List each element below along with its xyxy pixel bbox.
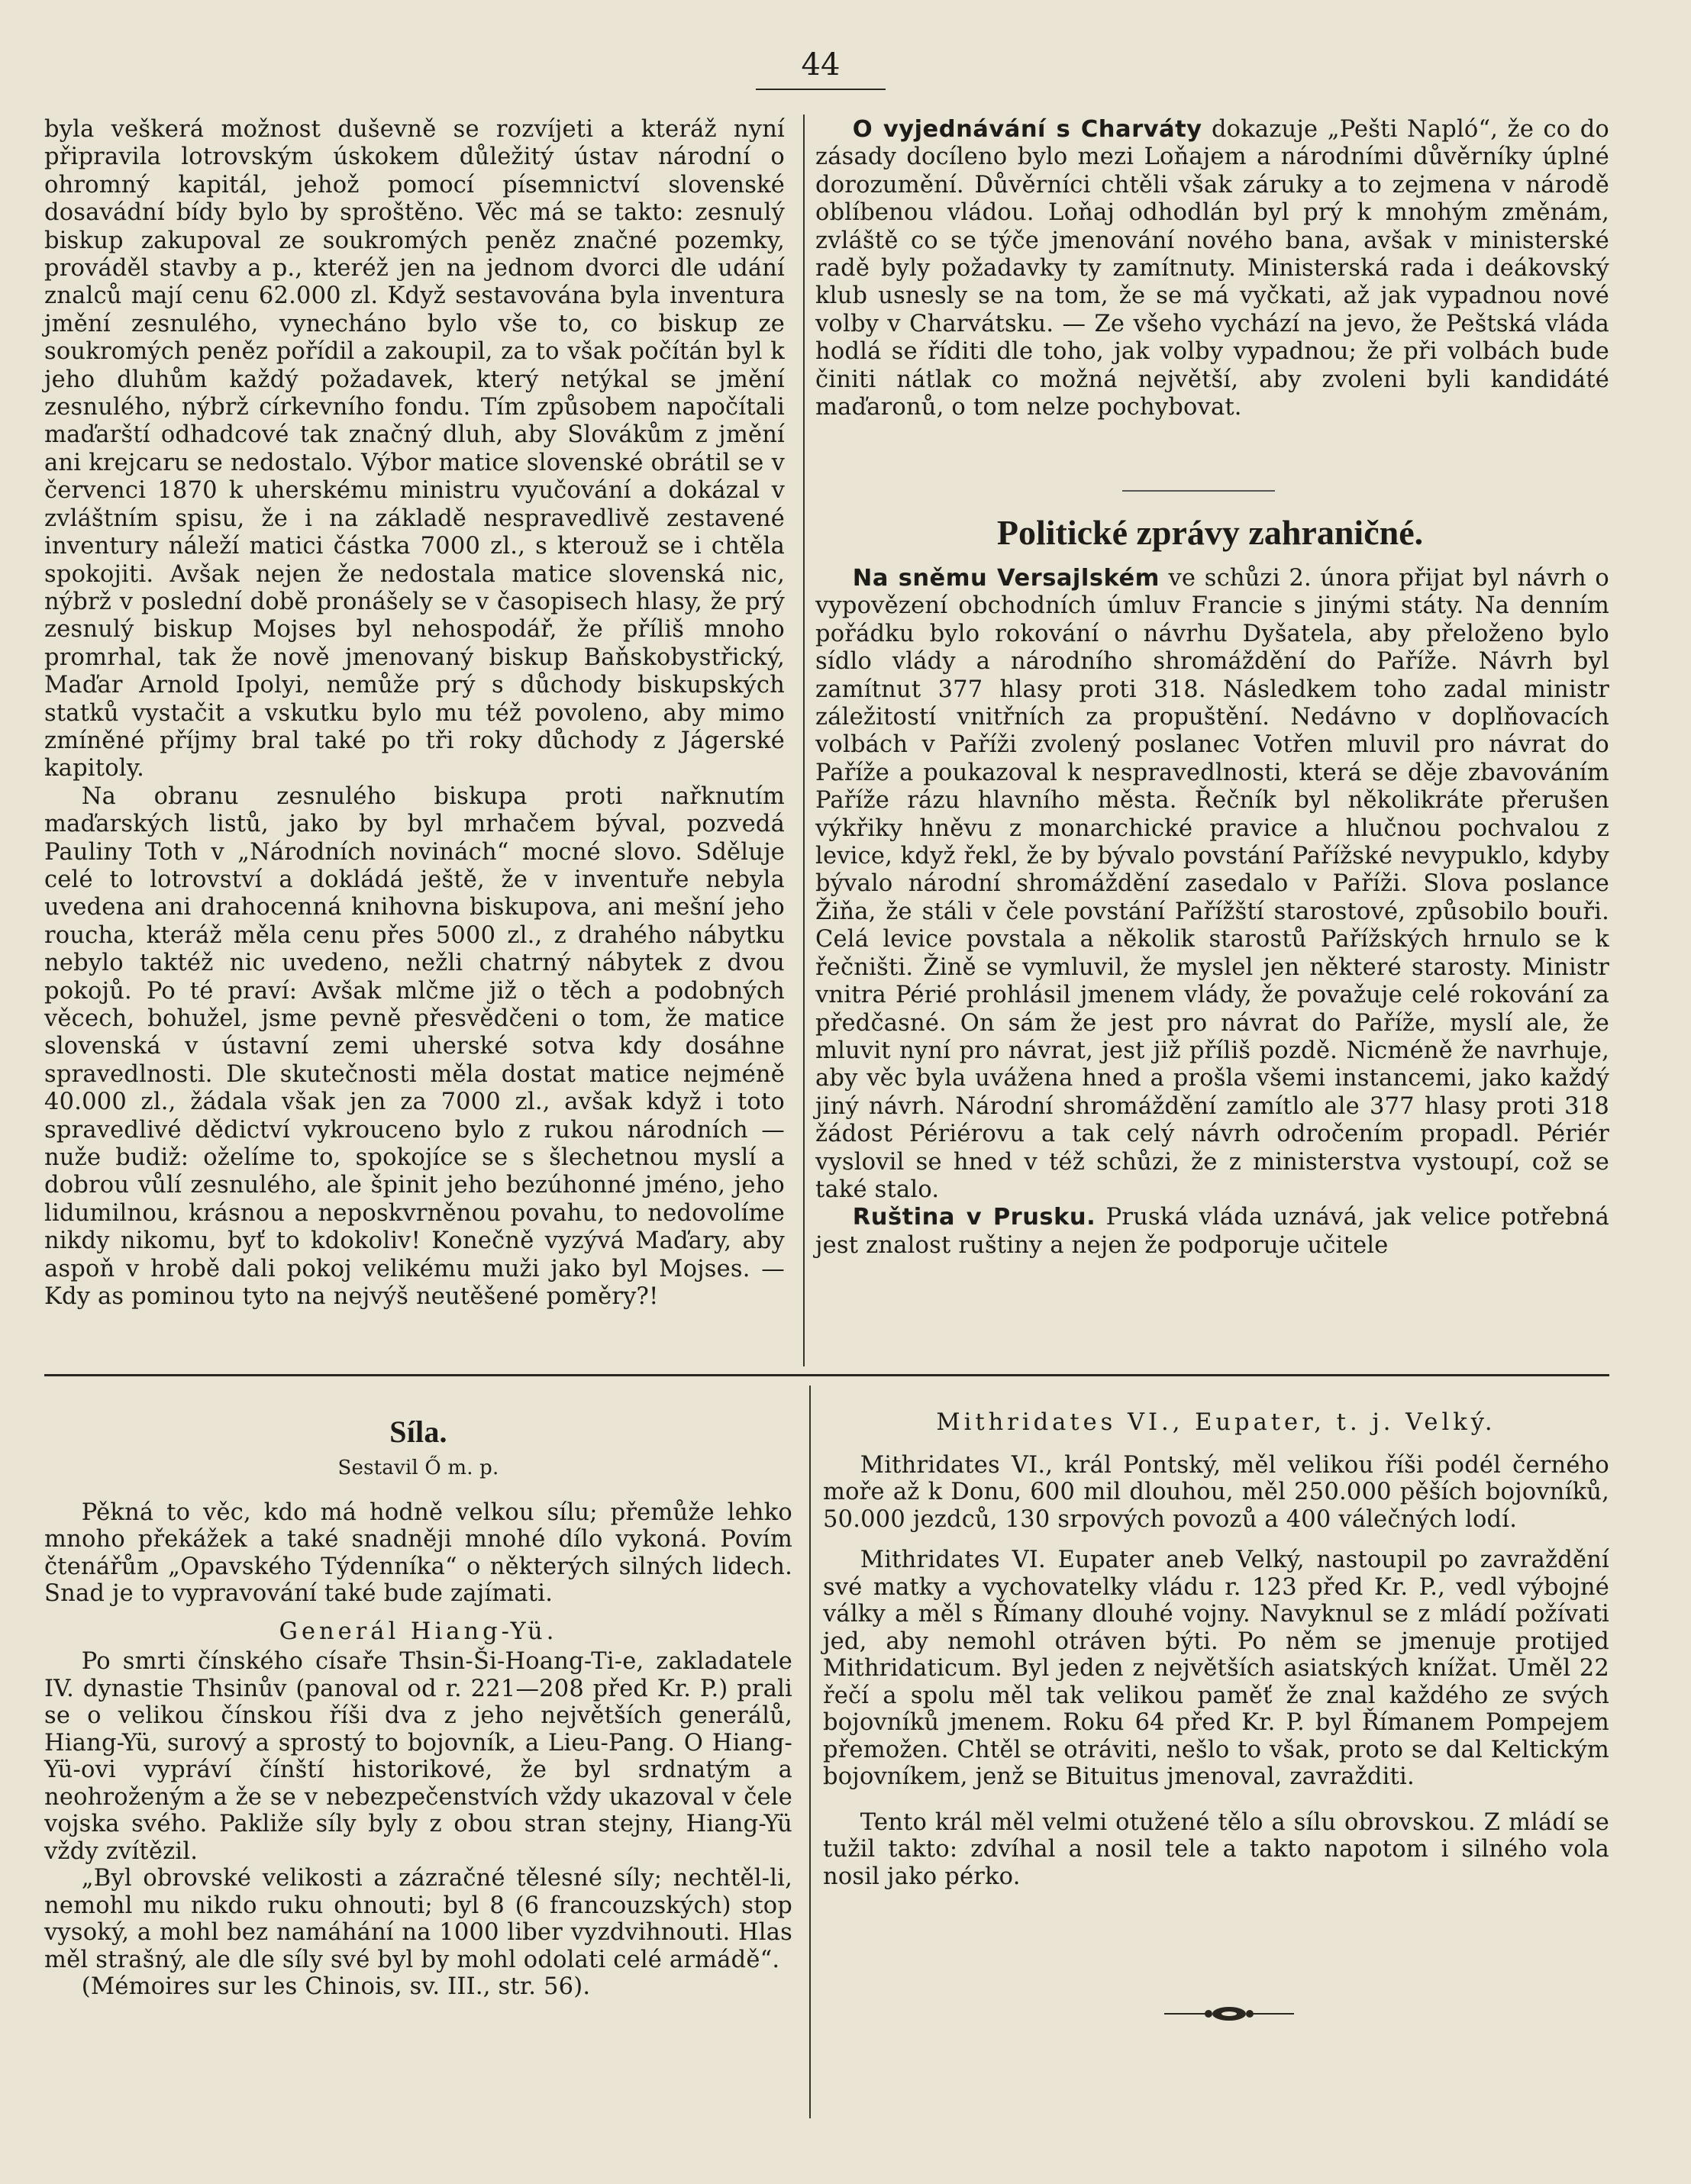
versailles-heading: Na sněmu Versajlském	[852, 565, 1160, 592]
page-number: 44	[801, 47, 841, 82]
horizontal-divider	[44, 1374, 1609, 1376]
versailles-text: ve schůzi 2. února přijat byl návrh o vypovězení obchodních úmluv Francie s jinými státy. Na denním pořádku bylo rokování o návrhu Dyšatela, aby přeloženo bylo sídlo vlády a národního shromáždění do Paříže. Návrh byl zamítnut 377 hlasy proti 318. Následkem toho zadal ministr záležitostí vnitřních za propuštění. Nedávno v doplňovacích volbách v Paříži zvolený poslanec Votřen mluvil pro návrat do Paříže a poukazoval k nespravedlnosti, která se děje zbavováním Paříže rázu hlavního města. Řečník byl několikráte přerušen výkřiky hněvu z monarchické pravice a hlučnou pochvalou z levice, když řekl, že by bývalo povstání Pařížské nevypuklo, kdyby bývalo národní shromáždění zasedalo v Paříži. Slova poslance Žiňa, že stáli v čele povstání Pařížští starostové, způsobilo bouři. Celá levice povstala a několik starostů Pařížských hrnulo se k řečništi. Žině se vymluvil, že myslel jen některé starosty. Ministr vnitra Périé prohlásil jmenem vlády, že považuje celé rokování za předčasné. On sám že jest pro návrat do Paříže, myslí ale, že mluvit nyní pro návrat, jest již příliš pozdě. Nicméně že navrhuje, aby věc byla uvážena hned a prošla všemi instancemi, jako každý jiný návrh. Národní shromáždění zamítlo ale 377 hlasy proti 318 žádost Périérovu a tak celý návrh odročením propadl. Périér vyslovil se hned v též schůzi, že z ministerstva vystoupí, což se také stalo.	[815, 565, 1609, 1203]
right-column-bottom	[815, 565, 1609, 1260]
defense-paragraph: Na obranu zesnulého biskupa proti nařknutím maďarských listů, jako by byl mrhačem býval, pozvedá Pauliny Toth v „Národních novinách“ mocné slovo. Sděluje celé to lotrovství a dokládá ještě, že v inventuře nebyla uvedena ani drahocenná knihovna biskupova, ani mešní jeho roucha, kteráž měla cenu přes 5000 zl., z drahého nábytku nebylo taktéž nic uvedeno, nežli chatrný nábytek z dvou pokojů. Po té praví: Avšak mlčme již o těch a podobných věcech, bohužel, jsme pevně přesvědčeni o tom, že matice slovenská v ústavní zemi uherské sotva kdy dosáhne spravedlnosti. Dle skutečnosti měla dostat matice nejméně 40.000 zl., žádala však jen za 7000 zl., avšak když i toto spravedlivé dědictví vykrouceno bylo z rukou národních — nuže budiž: oželíme to, spokojíce se s šlechetnou myslí a dobrou vůlí zesnulého, ale špinit jeho bezúhonné jméno, jeho lidumilnou, krásnou a neposkvrněnou povahu, to nedovolíme nikdy nikomu, byť to kdokoliv! Konečně vyzývá Maďary, aby aspoň v hrobě dali pokoj velikému muži jako byl Mojses. — Kdy as pominou tyto na nejvýš neutěšené poměry?!	[44, 782, 785, 1311]
fleuron-ornament-icon	[1164, 1999, 1294, 2029]
sila-title: Síla.	[389, 1415, 447, 1449]
general-paragraph: Po smrti čínského císaře Thsin-Ši-Hoang-Ti-e, zakladatele IV. dynastie Thsinův (panoval od r. 221—208 před Kr. P.) prali se o velikou čínskou říši dva z jeho největších generálů, Hiang-Yü, surový a sprostý to bojovník, a Lieu-Pang. O Hiang-Yü-ovi vypráví čínští historikové, že byl srdnatým a neohroženým a že se v nebezpečenstvích vždy ukazoval v čele vojska svého. Pakliže síly byly z obou stran stejny, Hiang-Yü vždy zvítězil.	[44, 1648, 792, 1865]
croatia-text: dokazuje „Pešti Napló“, že co do zásady docíleno bylo mezi Loňajem a národními důvěrníky úplné dorozumění. Důvěrníci chtěli však záruky a to zejmena v národě oblíbenou vládou. Loňaj odhodlán byl prý k mnohým změnám, zvláště co se týče jmenování nového bana, avšak v ministerské radě byly požadavky ty zamítnuty. Ministerská rada i deákovský klub usnesly se na tom, že se má vyčkati, až jak vypadnou nové volby v Charvátsku. — Ze všeho vychází na jevo, že Peštská vláda hodlá se říditi dle toho, jak volby vypadnou; že při volbách bude činiti nátlak co možná největší, aby zvoleni byli kandidáté maďaronů, o tom nelze pochybovat.	[815, 116, 1609, 421]
prussia-heading: Ruština v Prusku.	[852, 1204, 1096, 1231]
versailles-article	[815, 565, 1609, 1204]
bishop-paragraph: byla veškerá možnost duševně se rozvíjeti a kteráž nyní připravila lotrovským úskokem důležitý ústav národní o ohromný kapitál, jehož pomocí písemnictví slovenské dosavádní bídy bylo by sproštěno. Věc má se takto: zesnulý biskup zakupoval ze soukromých peněz značné pozemky, prováděl stavby a p., kteréž jen na jednom dvorci dle udání znalců mají cenu 62.000 zl. Když sestavována byla inventura jmění zesnulého, vynecháno bylo vše to, co biskup ze soukromých peněz pořídil a zakoupil, za to však počítán byl k jeho dluhům každý požadavek, který netýkal se jmění zesnulého, nýbrž církevního fondu. Tím způsobem napočítali maďarští odhadcové tak značný dluh, aby Slovákům z jmění ani krejcaru se nedostalo. Výbor matice slovenské obrátil se v červenci 1870 k uherskému ministru vyučování a dokázal v zvláštním spisu, že i na základě nespravedlivě zestavené inventury náleží matici částka 7000 zl., s kterouž se i chtěla spokojiti. Avšak nejen že nedostala matice slovenská nic, nýbrž v poslední době pronášely se v časopisech hlasy, že prý zesnulý biskup Mojses byl nehospodář, že příliš mnoho promrhal, tak že nově jmenovaný biskup Baňskobystřický, Maďar Arnold Ipolyi, nemůže prý s důchody biskupských statků vystačit a vskutku bylo mu též povoleno, aby mimo zmíněné příjmy bral také po tři roky důchody z Jágerské kapitoly.	[44, 116, 785, 782]
general-source: (Mémoires sur les Chinois, sv. III., str. 56).	[81, 1973, 591, 2000]
lower-column-divider	[809, 1386, 811, 2118]
prussia-text: Pruská vláda uznává, jak velice potřebná jest znalost ruštiny a nejen že podporuje učitele	[815, 1204, 1609, 1259]
sila-intro: Pěkná to věc, kdo má hodně velkou sílu; přemůže lehko mnoho překážek a také snadněji mnohé dílo vykoná. Povím čtenářům „Opavského Týdenníka“ o některých silných lidech. Snad je to vypravování také bude zajímati.	[44, 1498, 792, 1607]
mithridates-column	[823, 1409, 1609, 1890]
mithridates-paragraph-2: Mithridates VI. Eupater aneb Velký, nastoupil po zavraždění své matky a vychovatelky vládu r. 123 před Kr. P., vedl výbojné války a měl s Římany dlouhé vojny. Navyknul se z mládí požívati jed, aby nemohl otráven býti. Po něm se jmenuje protijed Mithridaticum. Byl jeden z největších asiatských knížat. Uměl 22 řečí a spolu měl tak velikou paměť že znal každého ze svých bojovníků jmenem. Roku 64 před Kr. P. byl Římanem Pompejem přemožen. Chtěl se otráviti, nešlo to však, proto se dal Keltickým bojovníkem, jenž se Bituitus jmenoval, zavražditi.	[823, 1547, 1609, 1790]
sila-column	[44, 1414, 792, 2001]
prussia-article	[815, 1204, 1609, 1260]
left-column	[44, 116, 785, 1311]
short-divider	[1122, 490, 1275, 492]
sila-byline: Sestavil Ő m. p.	[337, 1457, 499, 1479]
section-title: Politické zprávy zahraničné.	[996, 513, 1424, 552]
mithridates-heading: Mithridates VI., Eupater, t. j. Velký.	[936, 1409, 1496, 1436]
mithridates-paragraph-1: Mithridates VI., král Pontský, měl velikou říši podél černého moře až k Donu, 600 mil dlouhou, měl 250.000 pěších bojovníků, 50.000 jezdců, 130 srpových povozů a 400 válečných lodí.	[823, 1451, 1609, 1533]
header-rule	[756, 89, 886, 90]
croatia-article	[815, 116, 1609, 421]
croatia-heading: O vyjednávání s Charváty	[852, 116, 1202, 143]
general-heading: Generál Hiang-Yü.	[279, 1618, 558, 1645]
general-quote: „Byl obrovské velikosti a zázračné tělesné síly; nechtěl-li, nemohl mu nikdo ruku ohnouti; byl 8 (6 francouzských) stop vysoký, a mohl bez namáhání na 1000 liber vyzdvihnouti. Hlas měl strašný, ale dle síly své byl by mohl odolati celé armádě“.	[44, 1865, 792, 1973]
right-column-top	[815, 116, 1609, 421]
column-divider	[803, 115, 805, 1366]
mithridates-paragraph-3: Tento král měl velmi otužené tělo a sílu obrovskou. Z mládí se tužil takto: zdvíhal a nosil tele a takto napotom i silného vola nosil jako pérko.	[823, 1808, 1609, 1890]
